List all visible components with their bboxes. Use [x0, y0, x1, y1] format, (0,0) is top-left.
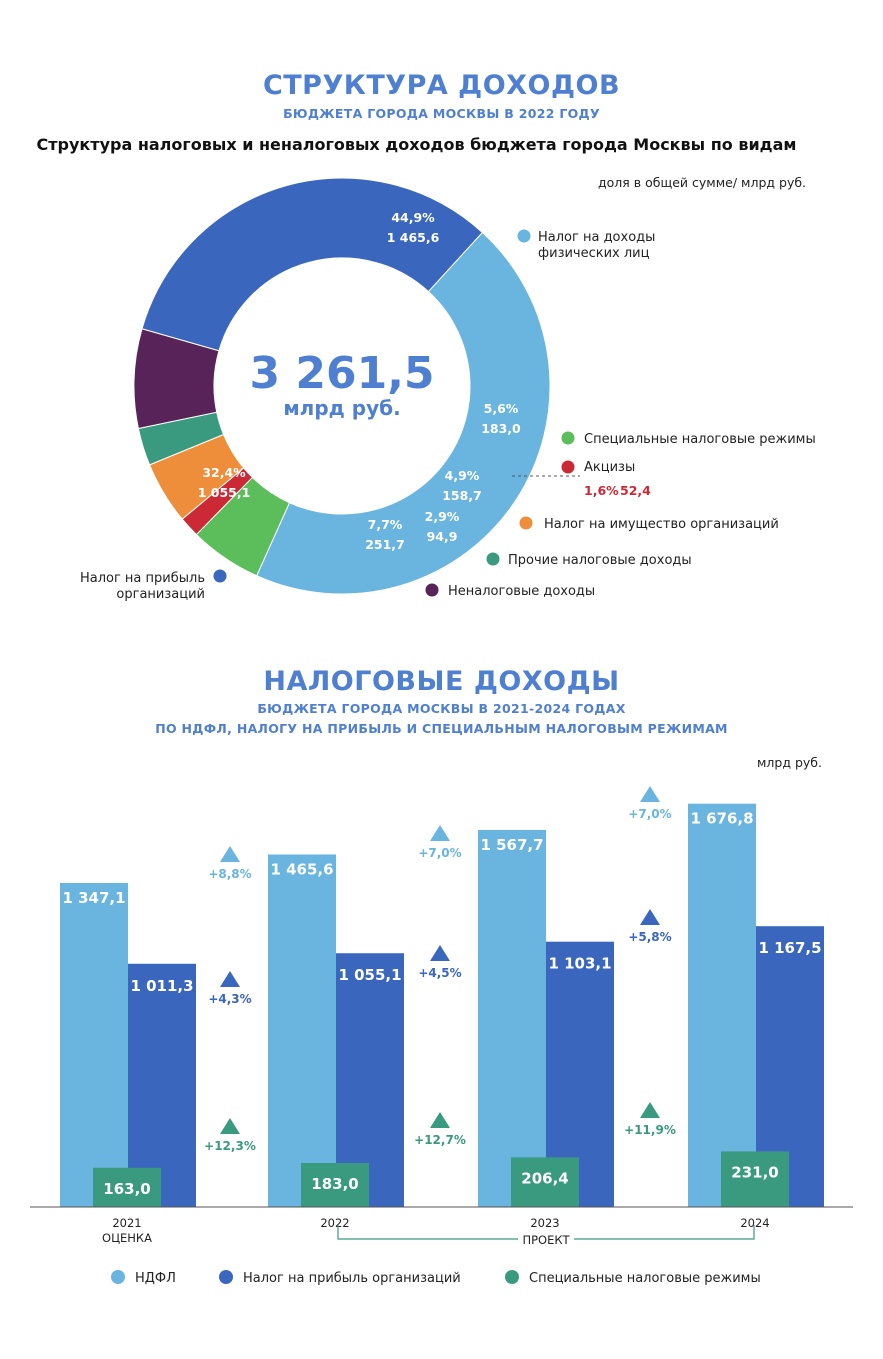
- section1-subtitle: БЮДЖЕТА ГОРОДА МОСКВЫ В 2022 ГОДУ: [283, 106, 600, 121]
- bar-profit-label: 1 055,1: [338, 966, 402, 985]
- excise-share-label: 1,6%: [584, 483, 619, 498]
- donut-legend-label: Прочие налоговые доходы: [508, 553, 692, 568]
- bar-chart: [0, 770, 883, 1310]
- bar-profit-label: 1 167,5: [758, 939, 822, 958]
- legend-dot: [562, 432, 575, 445]
- growth-up-icon: [430, 825, 450, 841]
- growth-label: +4,3%: [208, 992, 252, 1006]
- bar-ndfl: [688, 804, 756, 1207]
- category-label: 2024: [740, 1216, 770, 1230]
- bar-special-label: 163,0: [103, 1179, 151, 1198]
- section1-title: СТРУКТУРА ДОХОДОВ: [262, 70, 621, 101]
- donut-unit-note: доля в общей сумме/ млрд руб.: [598, 175, 807, 190]
- category-label: 2021: [112, 1216, 142, 1230]
- growth-label: +5,8%: [628, 930, 672, 944]
- legend-dot: [518, 230, 531, 243]
- donut-share-label: 7,7%: [367, 517, 403, 532]
- bar-ndfl: [268, 854, 336, 1207]
- donut-legend-label: Неналоговые доходы: [448, 584, 596, 599]
- growth-label: +4,5%: [418, 966, 462, 980]
- growth-up-icon: [220, 1118, 240, 1134]
- bar-ndfl-label: 1 676,8: [690, 809, 754, 828]
- legend-dot: [214, 570, 227, 583]
- growth-label: +7,0%: [628, 807, 672, 821]
- growth-label: +11,9%: [624, 1123, 676, 1137]
- donut-legend-label: организаций: [116, 587, 205, 602]
- legend-dot: [562, 461, 575, 474]
- bar-ndfl: [60, 883, 128, 1207]
- bar-ndfl: [478, 830, 546, 1207]
- growth-up-icon: [640, 1102, 660, 1118]
- donut-legend-label: Акцизы: [584, 460, 636, 475]
- donut-chart-title: Структура налоговых и неналоговых доходов бюджета города Москвы по видам: [36, 135, 797, 154]
- donut-share-label: 5,6%: [483, 401, 519, 416]
- bar-legend-label: Налог на прибыль организаций: [243, 1271, 461, 1286]
- bar-profit-label: 1 103,1: [548, 954, 612, 973]
- section2-subtitle-line1: БЮДЖЕТА ГОРОДА МОСКВЫ В 2021-2024 ГОДАХ: [257, 701, 626, 716]
- legend-dot: [487, 553, 500, 566]
- category-sublabel: ОЦЕНКА: [102, 1231, 152, 1245]
- donut-share-label: 2,9%: [424, 509, 460, 524]
- donut-value-label: 94,9: [426, 529, 458, 544]
- donut-share-label: 32,4%: [202, 465, 246, 480]
- bar-profit-label: 1 011,3: [130, 976, 194, 995]
- donut-legend-label: Налог на доходы: [538, 230, 656, 245]
- donut-value-label: 158,7: [442, 488, 482, 503]
- donut-legend-label: Специальные налоговые режимы: [584, 432, 816, 447]
- donut-value-label: 1 055,1: [197, 485, 251, 500]
- donut-share-label: 4,9%: [444, 468, 480, 483]
- donut-legend-label: Налог на прибыль: [79, 571, 205, 586]
- project-label: ПРОЕКТ: [522, 1233, 570, 1247]
- bar-special-label: 206,4: [521, 1169, 569, 1188]
- bar-ndfl-label: 1 567,7: [480, 835, 544, 854]
- growth-label: +12,7%: [414, 1133, 466, 1147]
- legend-dot: [426, 584, 439, 597]
- bar-legend-label: Специальные налоговые режимы: [529, 1271, 761, 1286]
- donut-share-label: 44,9%: [391, 210, 435, 225]
- bar-special-label: 231,0: [731, 1163, 779, 1182]
- donut-chart: [0, 0, 883, 620]
- legend-dot: [520, 517, 533, 530]
- donut-value-label: 1 465,6: [386, 230, 440, 245]
- excise-value-label: 52,4: [620, 483, 651, 498]
- bar-unit-note: млрд руб.: [757, 755, 822, 770]
- growth-label: +8,8%: [208, 867, 252, 881]
- category-label: 2022: [320, 1216, 350, 1230]
- donut-legend-label: физических лиц: [538, 246, 650, 261]
- donut-center-value: 3 261,5: [249, 348, 435, 399]
- donut-center-unit: млрд руб.: [283, 396, 401, 420]
- donut-slice: [142, 178, 482, 351]
- category-label: 2023: [530, 1216, 560, 1230]
- growth-up-icon: [220, 846, 240, 862]
- growth-label: +12,3%: [204, 1139, 256, 1153]
- growth-up-icon: [220, 971, 240, 987]
- donut-legend-label: Налог на имущество организаций: [544, 517, 779, 532]
- bar-legend-label: НДФЛ: [135, 1271, 176, 1286]
- growth-label: +7,0%: [418, 846, 462, 860]
- legend-dot: [111, 1270, 125, 1284]
- legend-dot: [219, 1270, 233, 1284]
- growth-up-icon: [640, 909, 660, 925]
- legend-dot: [505, 1270, 519, 1284]
- bar-ndfl-label: 1 465,6: [270, 860, 334, 879]
- bar-ndfl-label: 1 347,1: [62, 889, 126, 907]
- growth-up-icon: [430, 945, 450, 961]
- bar-special-label: 183,0: [311, 1174, 359, 1193]
- section2-subtitle-line2: ПО НДФЛ, НАЛОГУ НА ПРИБЫЛЬ И СПЕЦИАЛЬНЫМ НАЛОГОВЫМ РЕЖИМАМ: [155, 721, 728, 736]
- donut-value-label: 251,7: [365, 537, 405, 552]
- section2-title: НАЛОГОВЫЕ ДОХОДЫ: [263, 666, 620, 697]
- donut-value-label: 183,0: [481, 421, 521, 436]
- growth-up-icon: [430, 1112, 450, 1128]
- growth-up-icon: [640, 786, 660, 802]
